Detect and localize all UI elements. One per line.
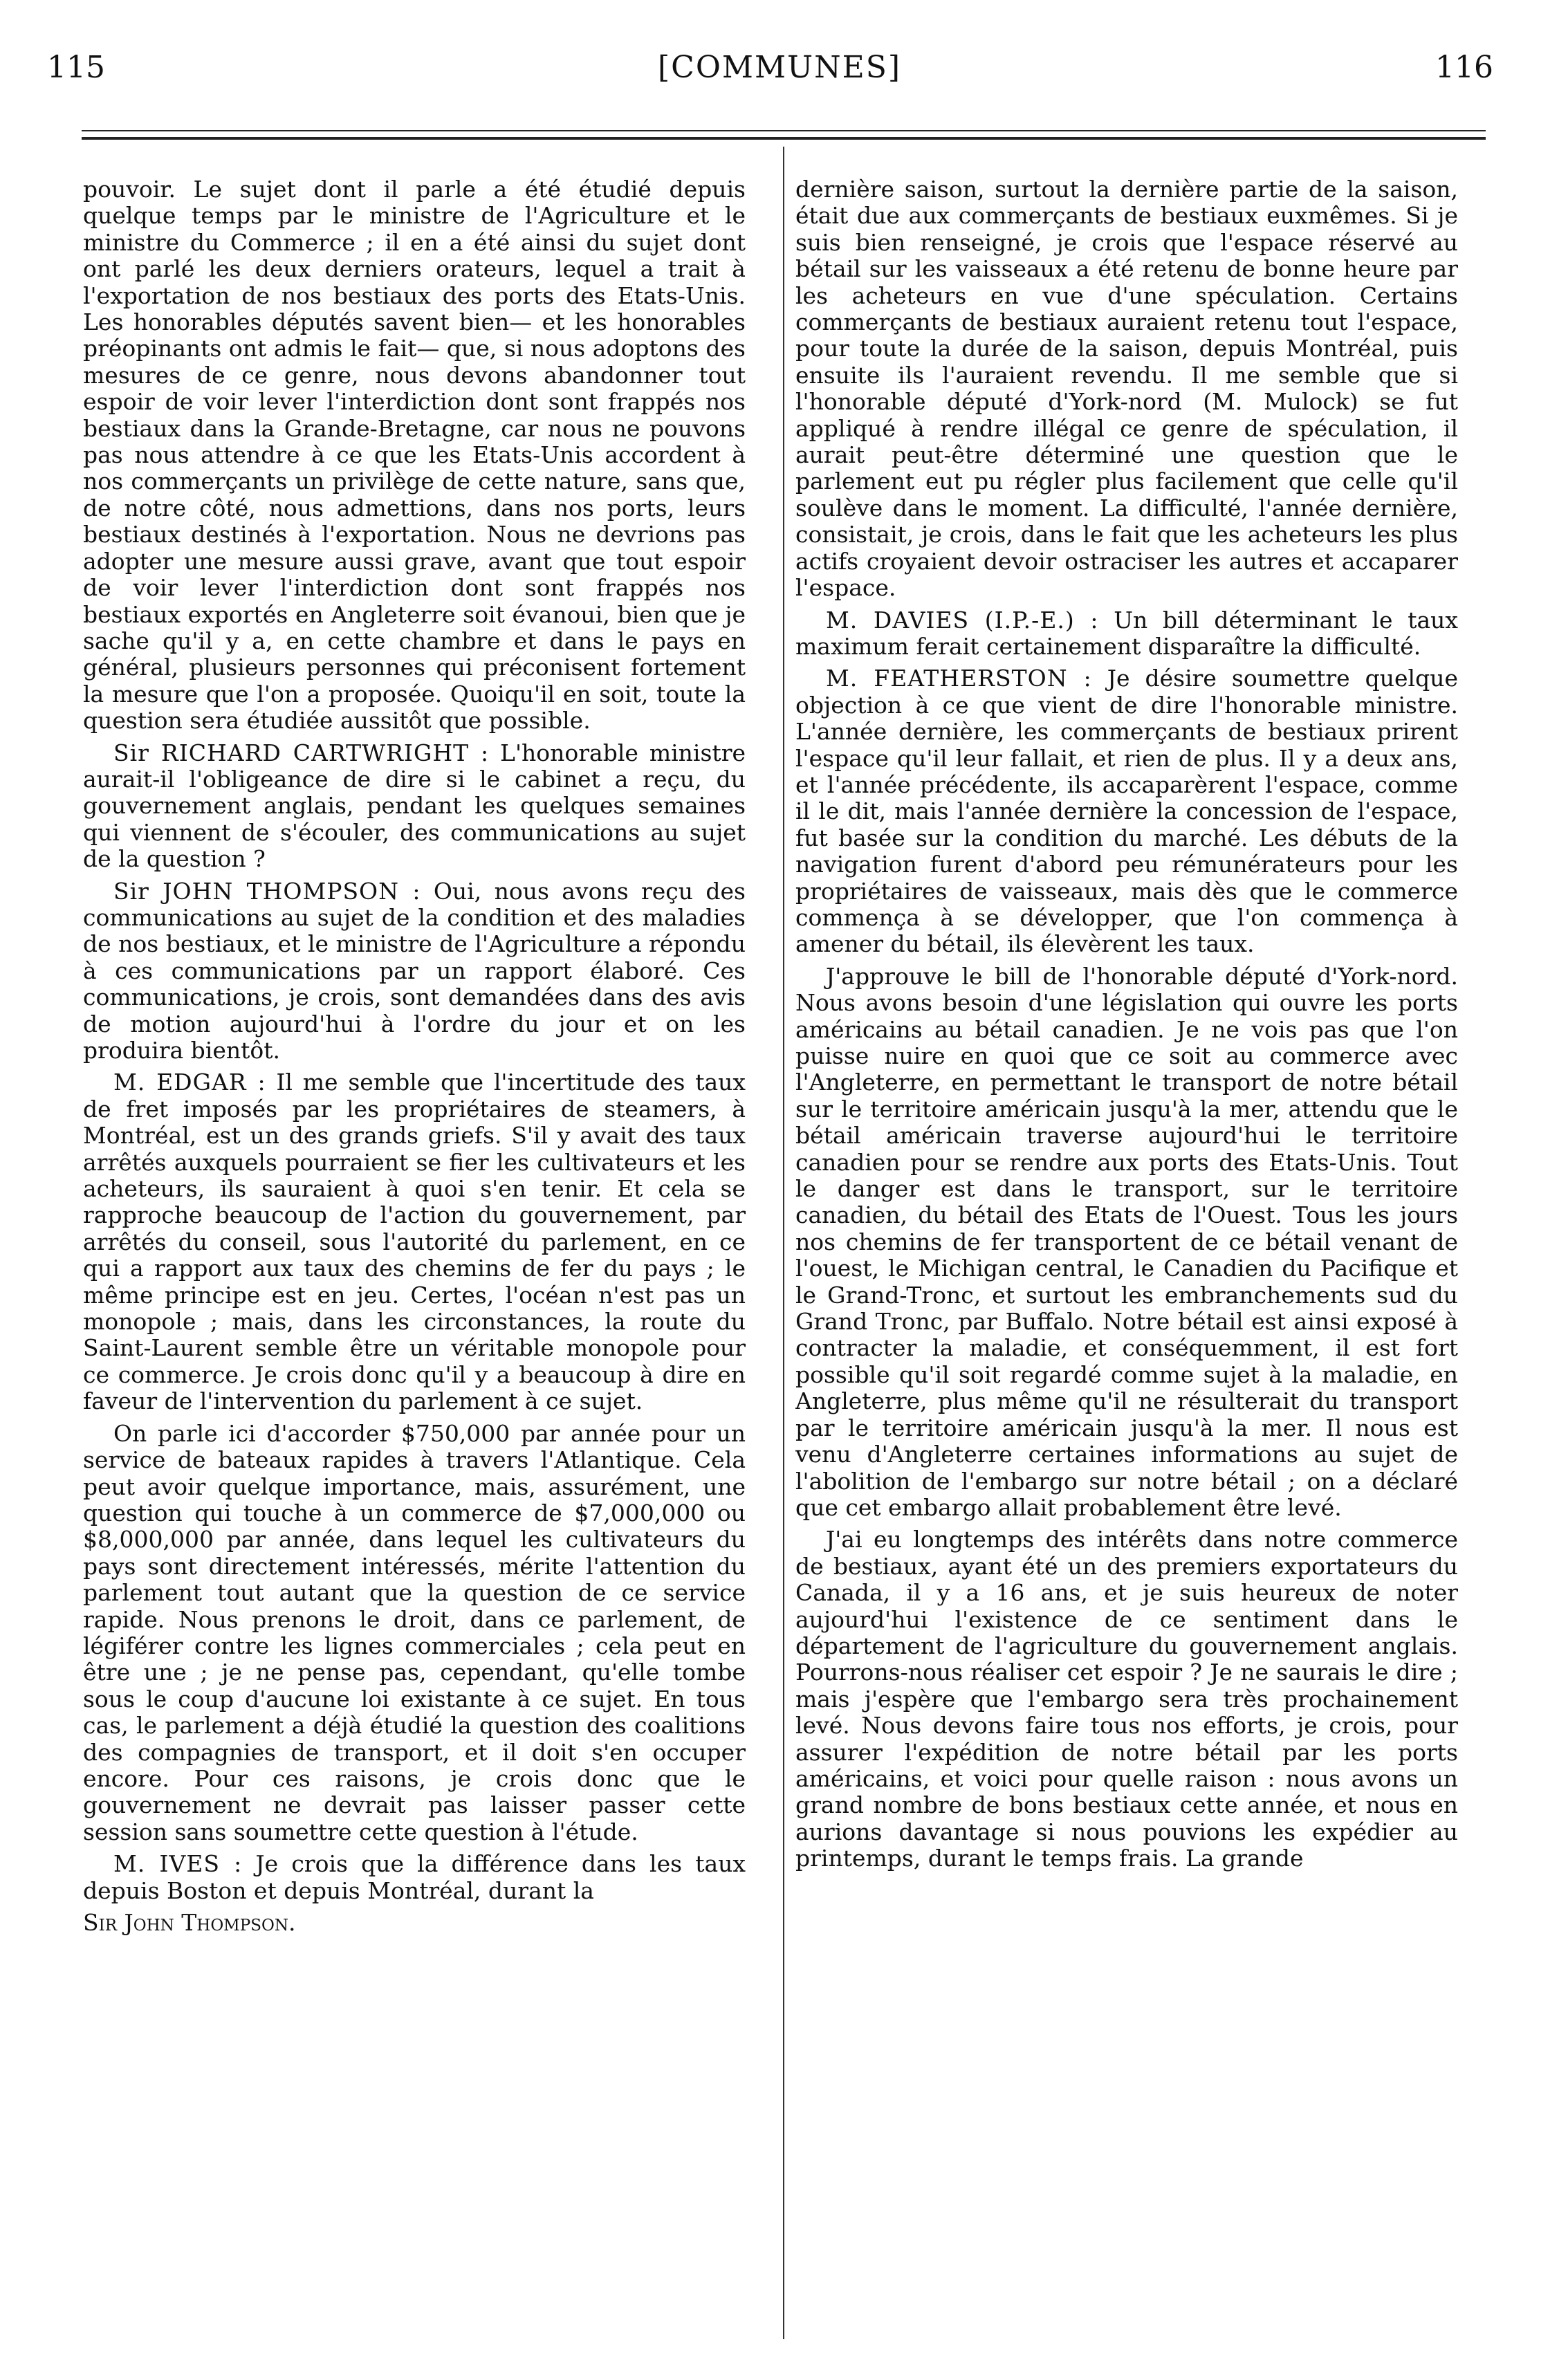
- paragraph: [83, 878, 746, 1064]
- paragraph-text: Il me semble que l'incertitude des taux de fret imposés par les propriétaires de steamers, à Montréal, est un des grands griefs. S'il y avait des taux arrêtés auxquels pourraient se fier les cultivateurs et les acheteurs, ils sauraient à quoi s'en tenir. Et cela se rapproche beaucoup de l'action du gouvernement, par arrêtés du conseil, sous l'autorité du parlement, en ce qui a rapport aux taux des chemins de fer du pays ; le même principe est en jeu. Certes, l'océan n'est pas un monopole ; mais, dans les circonstances, la route du Saint-Laurent semble être un véritable monopole pour ce commerce. Je crois donc qu'il y a beaucoup à dire en faveur de l'intervention du parlement à ce sujet.: [83, 1069, 746, 1415]
- paragraph-text: Je crois que la différence dans les taux depuis Boston et depuis Montréal, durant la: [83, 1850, 746, 1904]
- speaker-name: Sir RICHARD CARTWRIGHT :: [113, 739, 490, 766]
- paragraph: [83, 1421, 746, 1846]
- paragraph: [83, 1069, 746, 1414]
- paragraph-text: L'honorable ministre aurait-il l'obligeance de dire si le cabinet a reçu, du gouvernement anglais, pendant les quelques semaines qui viennent de s'écouler, des communications au sujet de la question ?: [83, 739, 746, 873]
- paragraph-text: pouvoir. Le sujet dont il parle a été étudié depuis quelque temps par le ministre de l'Agriculture et le ministre du Commerce ; il en a été ainsi du sujet dont ont parlé les deux derniers orateurs, lequel a trait à l'exportation de nos bestiaux des ports des Etats-Unis. Les honorables députés savent bien— et les honorables préopinants ont admis le fait— que, si nous adoptons des mesures de ce genre, nous devons abandonner tout espoir de voir lever l'interdiction dont sont frappés nos bestiaux dans la Grande-Bretagne, car nous ne pouvons pas nous attendre à ce que les Etats-Unis accordent à nos commerçants un privilège de cette nature, sans que, de notre côté, nous admettions, dans nos ports, leurs bestiaux destinés à l'exportation. Nous ne devrions pas adopter une mesure aussi grave, avant que tout espoir de voir lever l'interdiction dont sont frappés nos bestiaux exportés en Angleterre soit évanoui, bien que je sache qu'il y a, en cette chambre et dans le pays en général, plusieurs personnes qui préconisent fortement la mesure que l'on a proposée. Quoiqu'il en soit, toute la question sera étudiée aussitôt que possible.: [83, 176, 746, 735]
- speaker-name: M. FEATHERSTON :: [826, 665, 1092, 692]
- footer-speaker: Sir John Thompson.: [83, 1909, 296, 1936]
- running-title: [COMMUNES]: [657, 50, 902, 85]
- speaker-name: M. DAVIES (I.P.-E.) :: [826, 606, 1099, 634]
- page-number-right: 116: [1435, 50, 1493, 85]
- paragraph-text: Un bill déterminant le taux maximum ferait certainement disparaître la difficulté.: [795, 606, 1458, 660]
- header-rule-thin: [82, 130, 1486, 131]
- paragraph: [83, 1851, 746, 1904]
- paragraph-text: J'ai eu longtemps des intérêts dans notre commerce de bestiaux, ayant été un des premiers exportateurs du Canada, il y a 16 ans, et je suis heureux de noter aujourd'hui l'existence de ce sentiment dans le département de l'agriculture du gouvernement anglais. Pourrons-nous réaliser cet espoir ? Je ne saurais le dire ; mais j'espère que l'embargo sera très prochainement levé. Nous devons faire tous nos efforts, je crois, pour assurer l'expédition de notre bétail par les ports américains, et voici pour quelle raison : nous avons un grand nombre de bons bestiaux cette année, et nous en aurions davantage si nous pouvions les expédier au printemps, durant le temps frais. La grande: [795, 1526, 1458, 1872]
- page-header: [0, 50, 1559, 98]
- speaker-name: Sir JOHN THOMPSON :: [113, 877, 421, 905]
- paragraph: [83, 740, 746, 873]
- right-column: [795, 176, 1458, 2341]
- left-column: [83, 176, 746, 2341]
- paragraph: [795, 176, 1458, 602]
- speaker-name: M. IVES :: [113, 1850, 243, 1878]
- speaker-name: M. EDGAR :: [113, 1069, 266, 1096]
- paragraph: [795, 963, 1458, 1522]
- paragraph: [795, 607, 1458, 661]
- paragraph-text: On parle ici d'accorder $750,000 par année pour un service de bateaux rapides à travers l'Atlantique. Cela peut avoir quelque importance, mais, assurément, une question qui touche à un commerce de $7,000,000 ou $8,000,000 par année, dans lequel les cultivateurs du pays sont directement intéressés, mérite l'attention du parlement tout autant que la question de ce service rapide. Nous prenons le droit, dans ce parlement, de légiférer contre les lignes commerciales ; cela peut en être une ; je ne pense pas, cependant, qu'elle tombe sous le coup d'aucune loi existante à ce sujet. En tous cas, le parlement a déjà étudié la question des coalitions des compagnies de transport, et il doit s'en occuper encore. Pour ces raisons, je crois donc que le gouvernement ne devrait pas laisser passer cette session sans soumettre cette question à l'étude.: [83, 1419, 746, 1845]
- header-rule-thick: [82, 137, 1486, 140]
- column-footer-name: [83, 1910, 746, 1936]
- paragraph: [83, 176, 746, 735]
- paragraph-text: J'approuve le bill de l'honorable député d'York-nord. Nous avons besoin d'une législation qui ouvre les ports américains au bétail canadien. Je ne vois pas que l'on puisse nuire en quoi que ce soit au commerce avec l'Angleterre, en permettant le transport de notre bétail sur le territoire américain jusqu'à la mer, attendu que le bétail américain traverse aujourd'hui le territoire canadien pour se rendre aux ports des Etats-Unis. Tout le danger est dans le transport, sur le territoire canadien, du bétail des Etats de l'Ouest. Tous les jours nos chemins de fer transportent de ce bétail venant de l'ouest, le Michigan central, le Canadien du Pacifique et le Grand-Tronc, et surtout les embranchements sud du Grand Tronc, par Buffalo. Notre bétail est ainsi exposé à contracter la maladie, et conséquemment, il est fort possible qu'il soit regardé comme sujet à la maladie, en Angleterre, plus même qu'il ne résulterait du transport par le territoire américain jusqu'à la mer. Il nous est venu d'Angleterre certaines informations au sujet de l'abolition de l'embargo sur notre bétail ; on a déclaré que cet embargo allait probablement être levé.: [795, 962, 1458, 1521]
- column-divider: [783, 147, 784, 2339]
- paragraph: [795, 665, 1458, 957]
- paragraph: [795, 1526, 1458, 1872]
- paragraph-text: Oui, nous avons reçu des communications au sujet de la condition et des maladies de nos bestiaux, et le ministre de l'Agriculture a répondu à ces communications par un rapport élaboré. Ces communications, je crois, sont demandées dans des avis de motion aujourd'hui à l'ordre du jour et on les produira bientôt.: [83, 877, 746, 1064]
- page-number-left: 115: [47, 50, 105, 85]
- paragraph-text: dernière saison, surtout la dernière partie de la saison, était due aux commerçants de bestiaux euxmêmes. Si je suis bien renseigné, je crois que l'espace réservé au bétail sur les vaisseaux a été retenu de bonne heure par les acheteurs en vue d'une spéculation. Certains commerçants de bestiaux auraient retenu tout l'espace, pour toute la durée de la saison, depuis Montréal, puis ensuite ils l'auraient revendu. Il me semble que si l'honorable député d'York-nord (M. Mulock) se fut appliqué à rendre illégal ce genre de spéculation, il aurait peut-être déterminé une question que le parlement eut pu régler plus facilement que celle qu'il soulève dans le moment. La difficulté, l'année dernière, consistait, je crois, dans le fait que les acheteurs les plus actifs croyaient devoir ostraciser les autres et accaparer l'espace.: [795, 176, 1458, 602]
- paragraph-text: Je désire soumettre quelque objection à ce que vient de dire l'honorable ministre. L'année dernière, les commerçants de bestiaux prirent l'espace qu'il leur fallait, et rien de plus. Il y a deux ans, et l'année précédente, ils accaparèrent l'espace, comme il le dit, mais l'année dernière la concession de l'espace, fut basée sur la condition du marché. Les débuts de la navigation furent d'abord peu rémunérateurs pour les propriétaires de vaisseaux, mais dès que le commerce commença à se développer, que l'on commença à amener du bétail, ils élevèrent les taux.: [795, 665, 1458, 958]
